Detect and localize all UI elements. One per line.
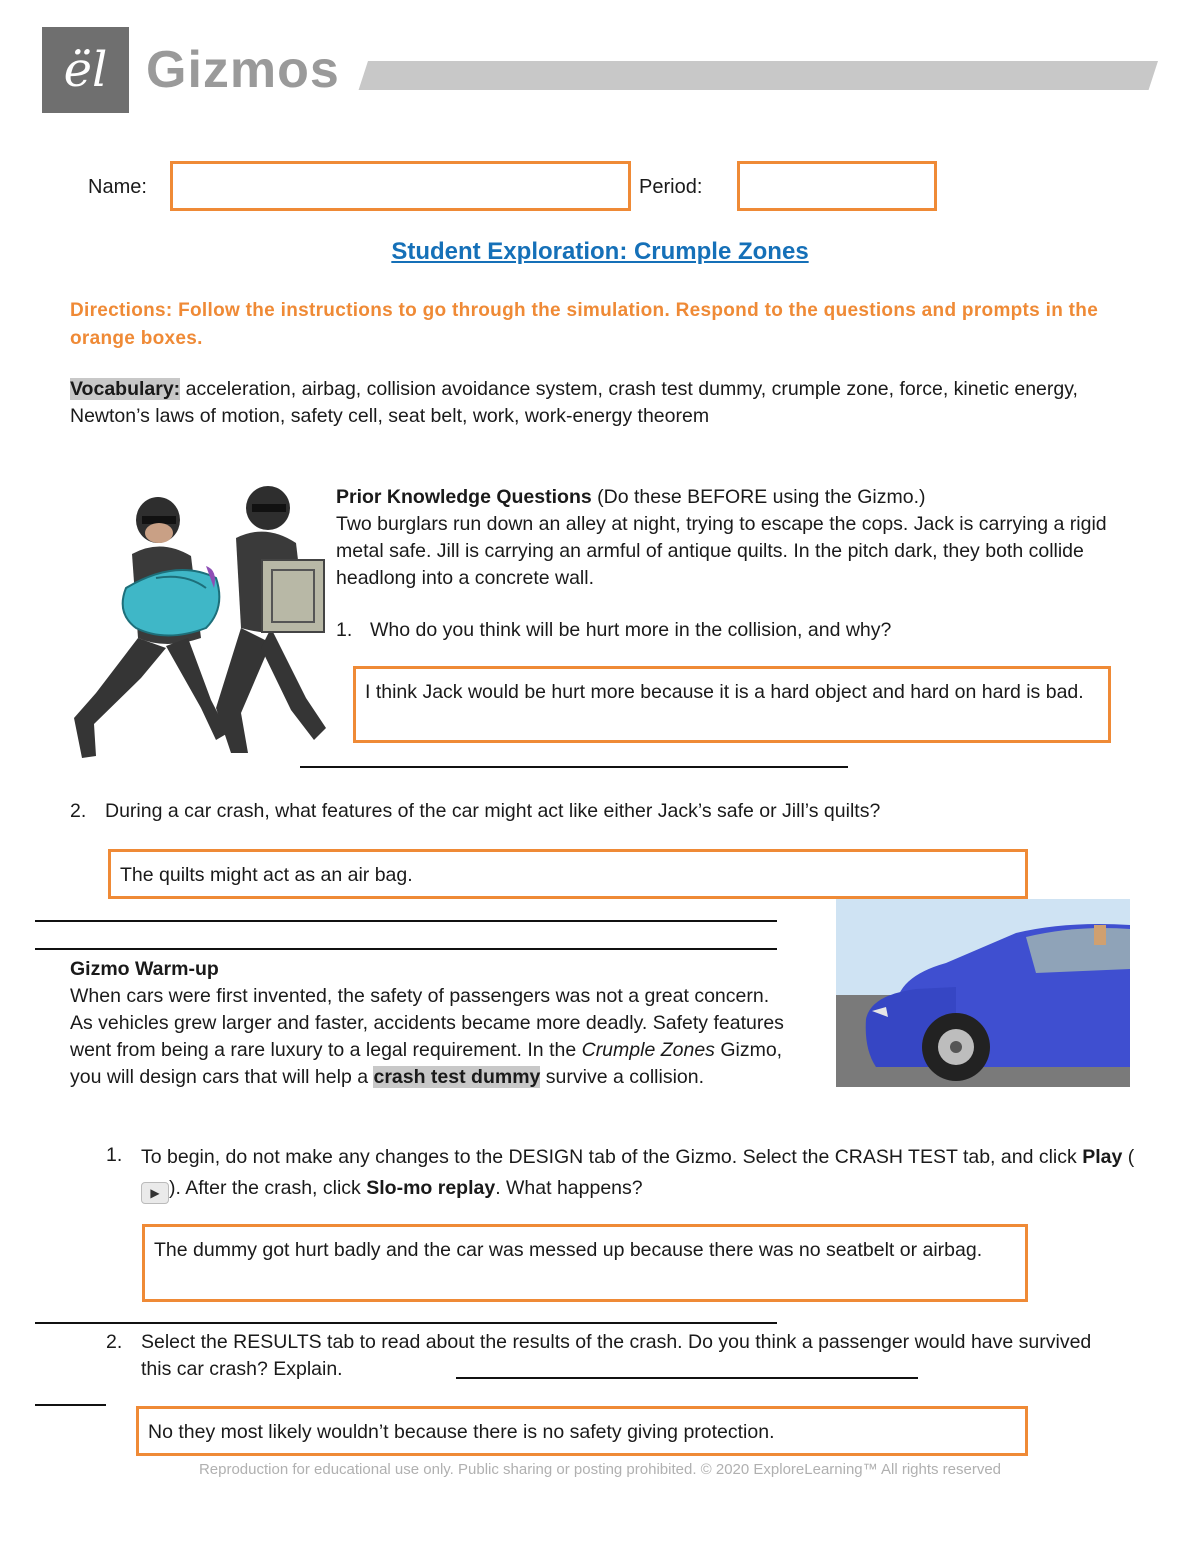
burglars-illustration — [66, 478, 332, 763]
period-field[interactable] — [737, 161, 937, 211]
name-field[interactable] — [170, 161, 631, 211]
warmup-question-2-number: 2. — [106, 1331, 123, 1353]
answer-line — [35, 948, 777, 950]
header-bar — [359, 61, 1158, 90]
prior-question-2: During a car crash, what features of the car might act like either Jack’s safe or Jill’s quilts? — [105, 800, 881, 822]
vocabulary — [70, 376, 1135, 430]
crash-test-dummy-highlight: crash test dummy — [373, 1066, 541, 1088]
page-title: Student Exploration: Crumple Zones — [391, 238, 809, 265]
prior-answer-2-box[interactable] — [108, 849, 1028, 899]
prior-answer-1: I think Jack would be hurt more because it is a hard object and hard on hard is bad. — [365, 681, 1084, 703]
warmup-question-1: To begin, do not make any changes to the DESIGN tab of the Gizmo. Select the CRASH TEST tab, and click Play (▶ ). After the crash, click Slo-mo replay. What happens? — [141, 1142, 1136, 1204]
prior-question-2-number: 2. — [70, 800, 87, 822]
explorelearning-logo: ël — [42, 27, 129, 113]
vocabulary-label: Vocabulary: — [70, 378, 181, 400]
answer-line — [35, 920, 777, 922]
warmup-answer-1: The dummy got hurt badly and the car was messed up because there was no seatbelt or airbag. — [154, 1239, 983, 1261]
warmup-section — [70, 956, 790, 1091]
warmup-answer-1-box[interactable] — [142, 1224, 1028, 1302]
directions: Directions: Follow the instructions to go through the simulation. Respond to the questions and prompts in the orange boxes. — [70, 300, 1099, 349]
prior-question-1: Who do you think will be hurt more in the collision, and why? — [370, 619, 892, 641]
prior-answer-2: The quilts might act as an air bag. — [120, 864, 413, 886]
answer-line — [35, 1322, 777, 1324]
name-label: Name: — [88, 176, 147, 198]
answer-line — [456, 1377, 918, 1379]
prior-knowledge-heading: Prior Knowledge Questions (Do these BEFORE using the Gizmo.) — [336, 486, 926, 508]
footer-copyright: Reproduction for educational use only. Public sharing or posting prohibited. © 2020 ExploreLearning™ All rights reserved — [198, 1461, 1002, 1478]
prior-knowledge-intro: Two burglars run down an alley at night, trying to escape the cops. Jack is carrying a rigid metal safe. Jill is carrying an armful of antique quilts. In the pitch dark, they both collide headlong into a concrete wall. — [336, 513, 1107, 589]
warmup-answer-2-box[interactable] — [136, 1406, 1028, 1456]
warmup-heading: Gizmo Warm-up — [70, 958, 219, 980]
warmup-question-1-number: 1. — [106, 1144, 123, 1166]
answer-line — [35, 1404, 106, 1406]
prior-answer-1-box[interactable] — [353, 666, 1111, 743]
play-icon: ▶ — [141, 1182, 169, 1204]
warmup-answer-2: No they most likely wouldn’t because there is no safety giving protection. — [148, 1421, 775, 1443]
warmup-intro: When cars were first invented, the safety of passengers was not a great concern. As vehicles grew larger and faster, accidents became more deadly. Safety features went from being a rare luxury to a legal requirement. In the Crumple Zones Gizmo, you will design cars that will help a crash test dummy survive a collision. — [70, 985, 784, 1088]
warmup-question-2: Select the RESULTS tab to read about the results of the crash. Do you think a passenger would have survived this car crash? Explain. — [141, 1331, 1092, 1380]
vocabulary-terms: acceleration, airbag, collision avoidance system, crash test dummy, crumple zone, force, kinetic energy, Newton’s laws of motion, safety cell, seat belt, work, work-energy theorem — [70, 378, 1078, 427]
prior-question-1-number: 1. — [336, 619, 353, 641]
car-illustration — [836, 899, 1130, 1087]
brand-name: Gizmos — [146, 41, 340, 99]
prior-knowledge-section — [336, 484, 1136, 592]
answer-line — [300, 766, 848, 768]
period-label: Period: — [639, 176, 703, 198]
